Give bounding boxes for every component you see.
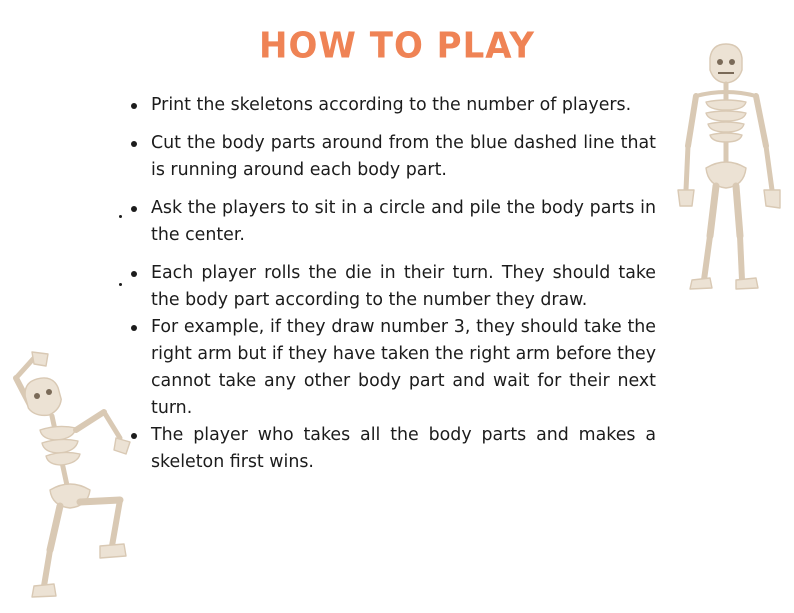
instructions-list [130, 92, 656, 476]
list-item: Each player rolls the die in their turn. They should take the body part according to the number they draw. [130, 260, 656, 314]
stray-dot [119, 215, 122, 218]
list-item: The player who takes all the body parts and makes a skeleton first wins. [130, 422, 656, 476]
list-item: For example, if they draw number 3, they should take the right arm but if they have taken the right arm before they cannot take any other body part and wait for their next turn. [130, 314, 656, 422]
list-item: Cut the body parts around from the blue dashed line that is running around each body part. [130, 130, 656, 184]
list-item: Ask the players to sit in a circle and pile the body parts in the center. [130, 195, 656, 249]
list-item: Print the skeletons according to the number of players. [130, 92, 656, 119]
dancing-skeleton-icon [0, 350, 150, 600]
stray-dot [119, 283, 122, 286]
page-title: HOW TO PLAY [259, 25, 535, 67]
standing-skeleton-icon [668, 40, 788, 295]
